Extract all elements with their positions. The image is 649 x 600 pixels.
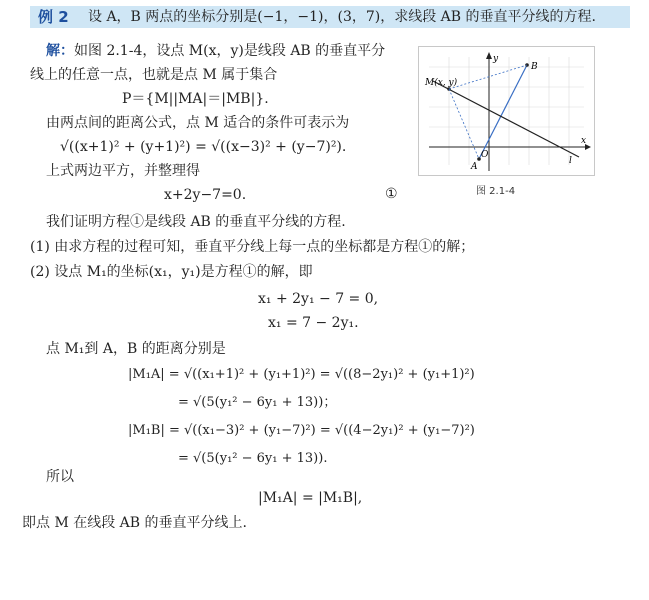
equation-number: ① bbox=[385, 186, 398, 202]
label-m: M(x, y) bbox=[425, 78, 458, 88]
set-definition: P＝{M||MA|＝|MB|}. bbox=[122, 91, 269, 107]
m1-equation-a: x₁ + 2y₁ − 7 = 0, bbox=[258, 291, 379, 307]
figure-svg bbox=[419, 47, 594, 175]
m1b-distance-1: |M₁B| = √((x₁−3)² + (y₁−7)²) = √((4−2y₁)² + (y₁−7)²) bbox=[128, 423, 475, 438]
label-origin: O bbox=[481, 150, 489, 160]
label-l: l bbox=[569, 156, 572, 166]
final-equation: |M₁A| = |M₁B|, bbox=[258, 490, 363, 506]
distance-equation: √((x+1)² + (y+1)²) = √((x−3)² + (y−7)²). bbox=[60, 139, 347, 155]
label-a: A bbox=[471, 162, 478, 172]
figure-caption: 图 2.1-4 bbox=[476, 186, 516, 197]
bisector-line-l bbox=[433, 81, 579, 157]
solution-line-7: (2) 设点 M₁的坐标(x₁，y₁)是方程①的解，即 bbox=[30, 264, 313, 280]
solution-line-5: 我们证明方程①是线段 AB 的垂直平分线的方程. bbox=[46, 214, 346, 230]
example-label: 例 2 bbox=[38, 8, 69, 26]
label-x: x bbox=[581, 136, 587, 146]
segment-ma bbox=[449, 89, 479, 159]
y-axis-arrow bbox=[486, 52, 492, 59]
figure-grid bbox=[429, 57, 587, 165]
problem-statement: 设 A，B 两点的坐标分别是(−1，−1)，(3，7)，求线段 AB 的垂直平分线的方程. bbox=[88, 9, 596, 25]
m1a-distance-1: |M₁A| = √((x₁+1)² + (y₁+1)²) = √((8−2y₁)² + (y₁+1)²) bbox=[128, 367, 475, 382]
solution-line-9: 所以 bbox=[46, 469, 74, 485]
solution-line-2: 线上的任意一点，也就是点 M 属于集合 bbox=[30, 67, 278, 83]
solution-text-1: 如图 2.1-4，设点 M(x，y)是线段 AB 的垂直平分 bbox=[74, 43, 386, 59]
label-y: y bbox=[493, 54, 499, 64]
figure-2-1-4 bbox=[418, 46, 595, 176]
solution-label: 解： bbox=[46, 43, 74, 59]
segment-ab bbox=[479, 65, 527, 159]
solution-line-6: (1) 由求方程的过程可知，垂直平分线上每一点的坐标都是方程①的解； bbox=[30, 239, 475, 255]
segment-mb bbox=[449, 65, 527, 89]
label-b: B bbox=[531, 62, 538, 72]
main-equation: x+2y−7=0. bbox=[164, 187, 247, 203]
m1-equation-b: x₁ = 7 − 2y₁. bbox=[268, 315, 359, 331]
solution-line-3: 由两点间的距离公式，点 M 适合的条件可表示为 bbox=[46, 115, 350, 131]
m1a-distance-2: = √(5(y₁² − 6y₁ + 13))； bbox=[178, 395, 337, 410]
m1b-distance-2: = √(5(y₁² − 6y₁ + 13)). bbox=[178, 451, 328, 466]
conclusion: 即点 M 在线段 AB 的垂直平分线上. bbox=[22, 515, 247, 531]
solution-line-8: 点 M₁到 A，B 的距离分别是 bbox=[46, 341, 226, 357]
solution-line-4: 上式两边平方，并整理得 bbox=[46, 163, 200, 179]
solution-line-1 bbox=[46, 42, 385, 60]
